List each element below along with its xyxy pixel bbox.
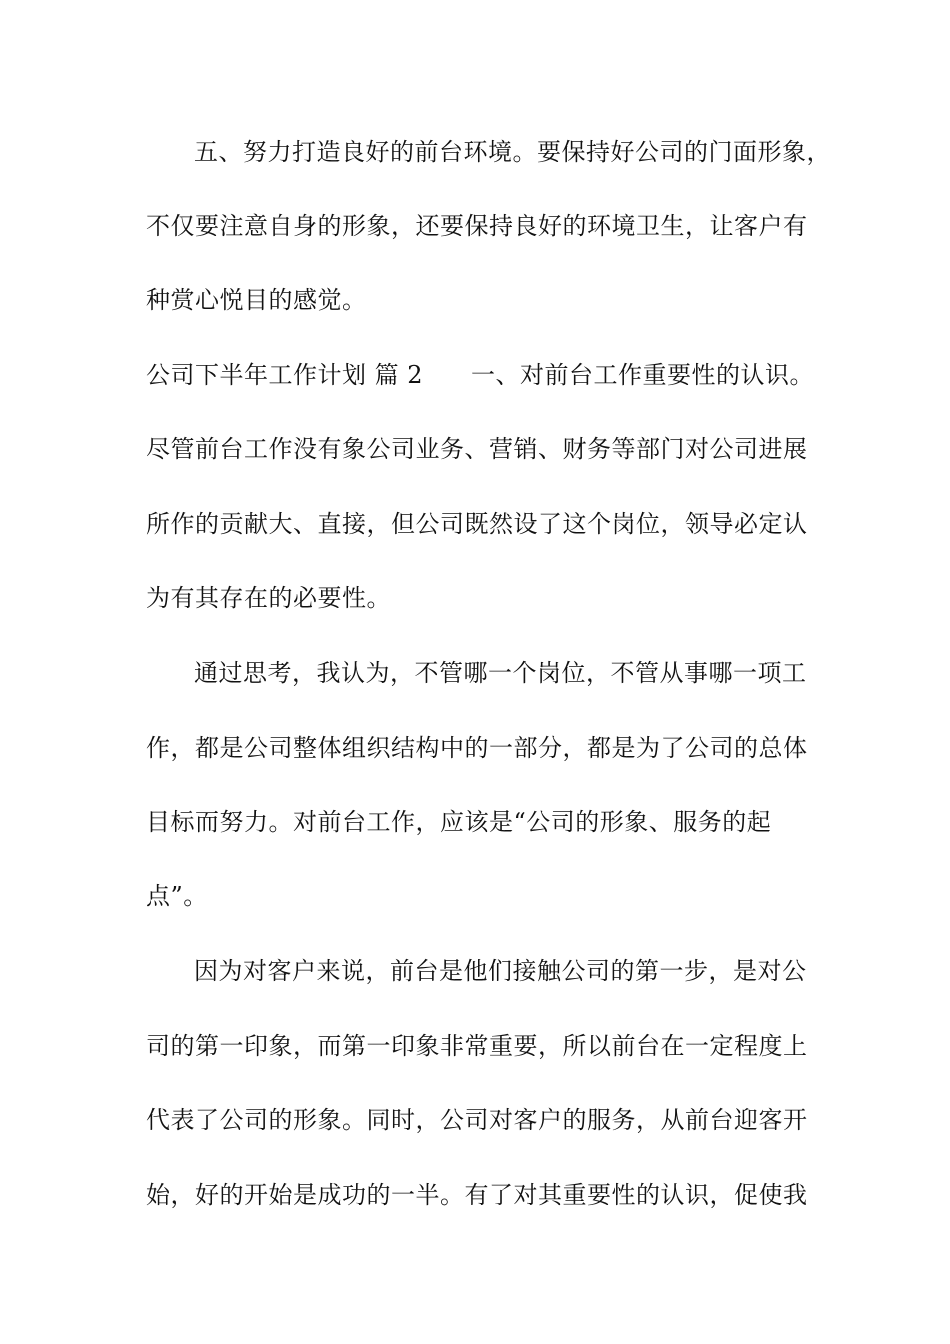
paragraph-line: 点”。	[146, 882, 208, 910]
section-heading-line	[146, 359, 816, 391]
paragraph-line: 种赏心悦目的感觉。	[146, 286, 367, 314]
paragraph-line: 尽管前台工作没有象公司业务、营销、财务等部门对公司进展	[146, 435, 808, 463]
paragraph-line: 代表了公司的形象。同时，公司对客户的服务，从前台迎客开	[146, 1106, 808, 1134]
paragraph-line: 五、努力打造良好的前台环境。要保持好公司的门面形象，	[194, 138, 831, 166]
paragraph-line: 目标而努力。对前台工作，应该是“公司的形象、服务的起	[146, 808, 772, 836]
paragraph-line: 作，都是公司整体组织结构中的一部分，都是为了公司的总体	[146, 734, 808, 762]
section-subheading: 一、对前台工作重要性的认识。	[471, 361, 815, 389]
section-heading: 公司下半年工作计划 篇 2	[146, 361, 424, 389]
paragraph-line: 因为对客户来说，前台是他们接触公司的第一步，是对公	[194, 957, 807, 985]
paragraph-line: 为有其存在的必要性。	[146, 584, 391, 612]
paragraph-line: 不仅要注意自身的形象，还要保持良好的环境卫生，让客户有	[146, 212, 808, 240]
paragraph-line: 通过思考，我认为，不管哪一个岗位，不管从事哪一项工	[194, 659, 807, 687]
paragraph-line: 司的第一印象，而第一印象非常重要，所以前台在一定程度上	[146, 1032, 808, 1060]
paragraph-line: 所作的贡献大、直接，但公司既然设了这个岗位，领导必定认	[146, 510, 808, 538]
paragraph-line: 始，好的开始是成功的一半。有了对其重要性的认识，促使我	[146, 1181, 808, 1209]
